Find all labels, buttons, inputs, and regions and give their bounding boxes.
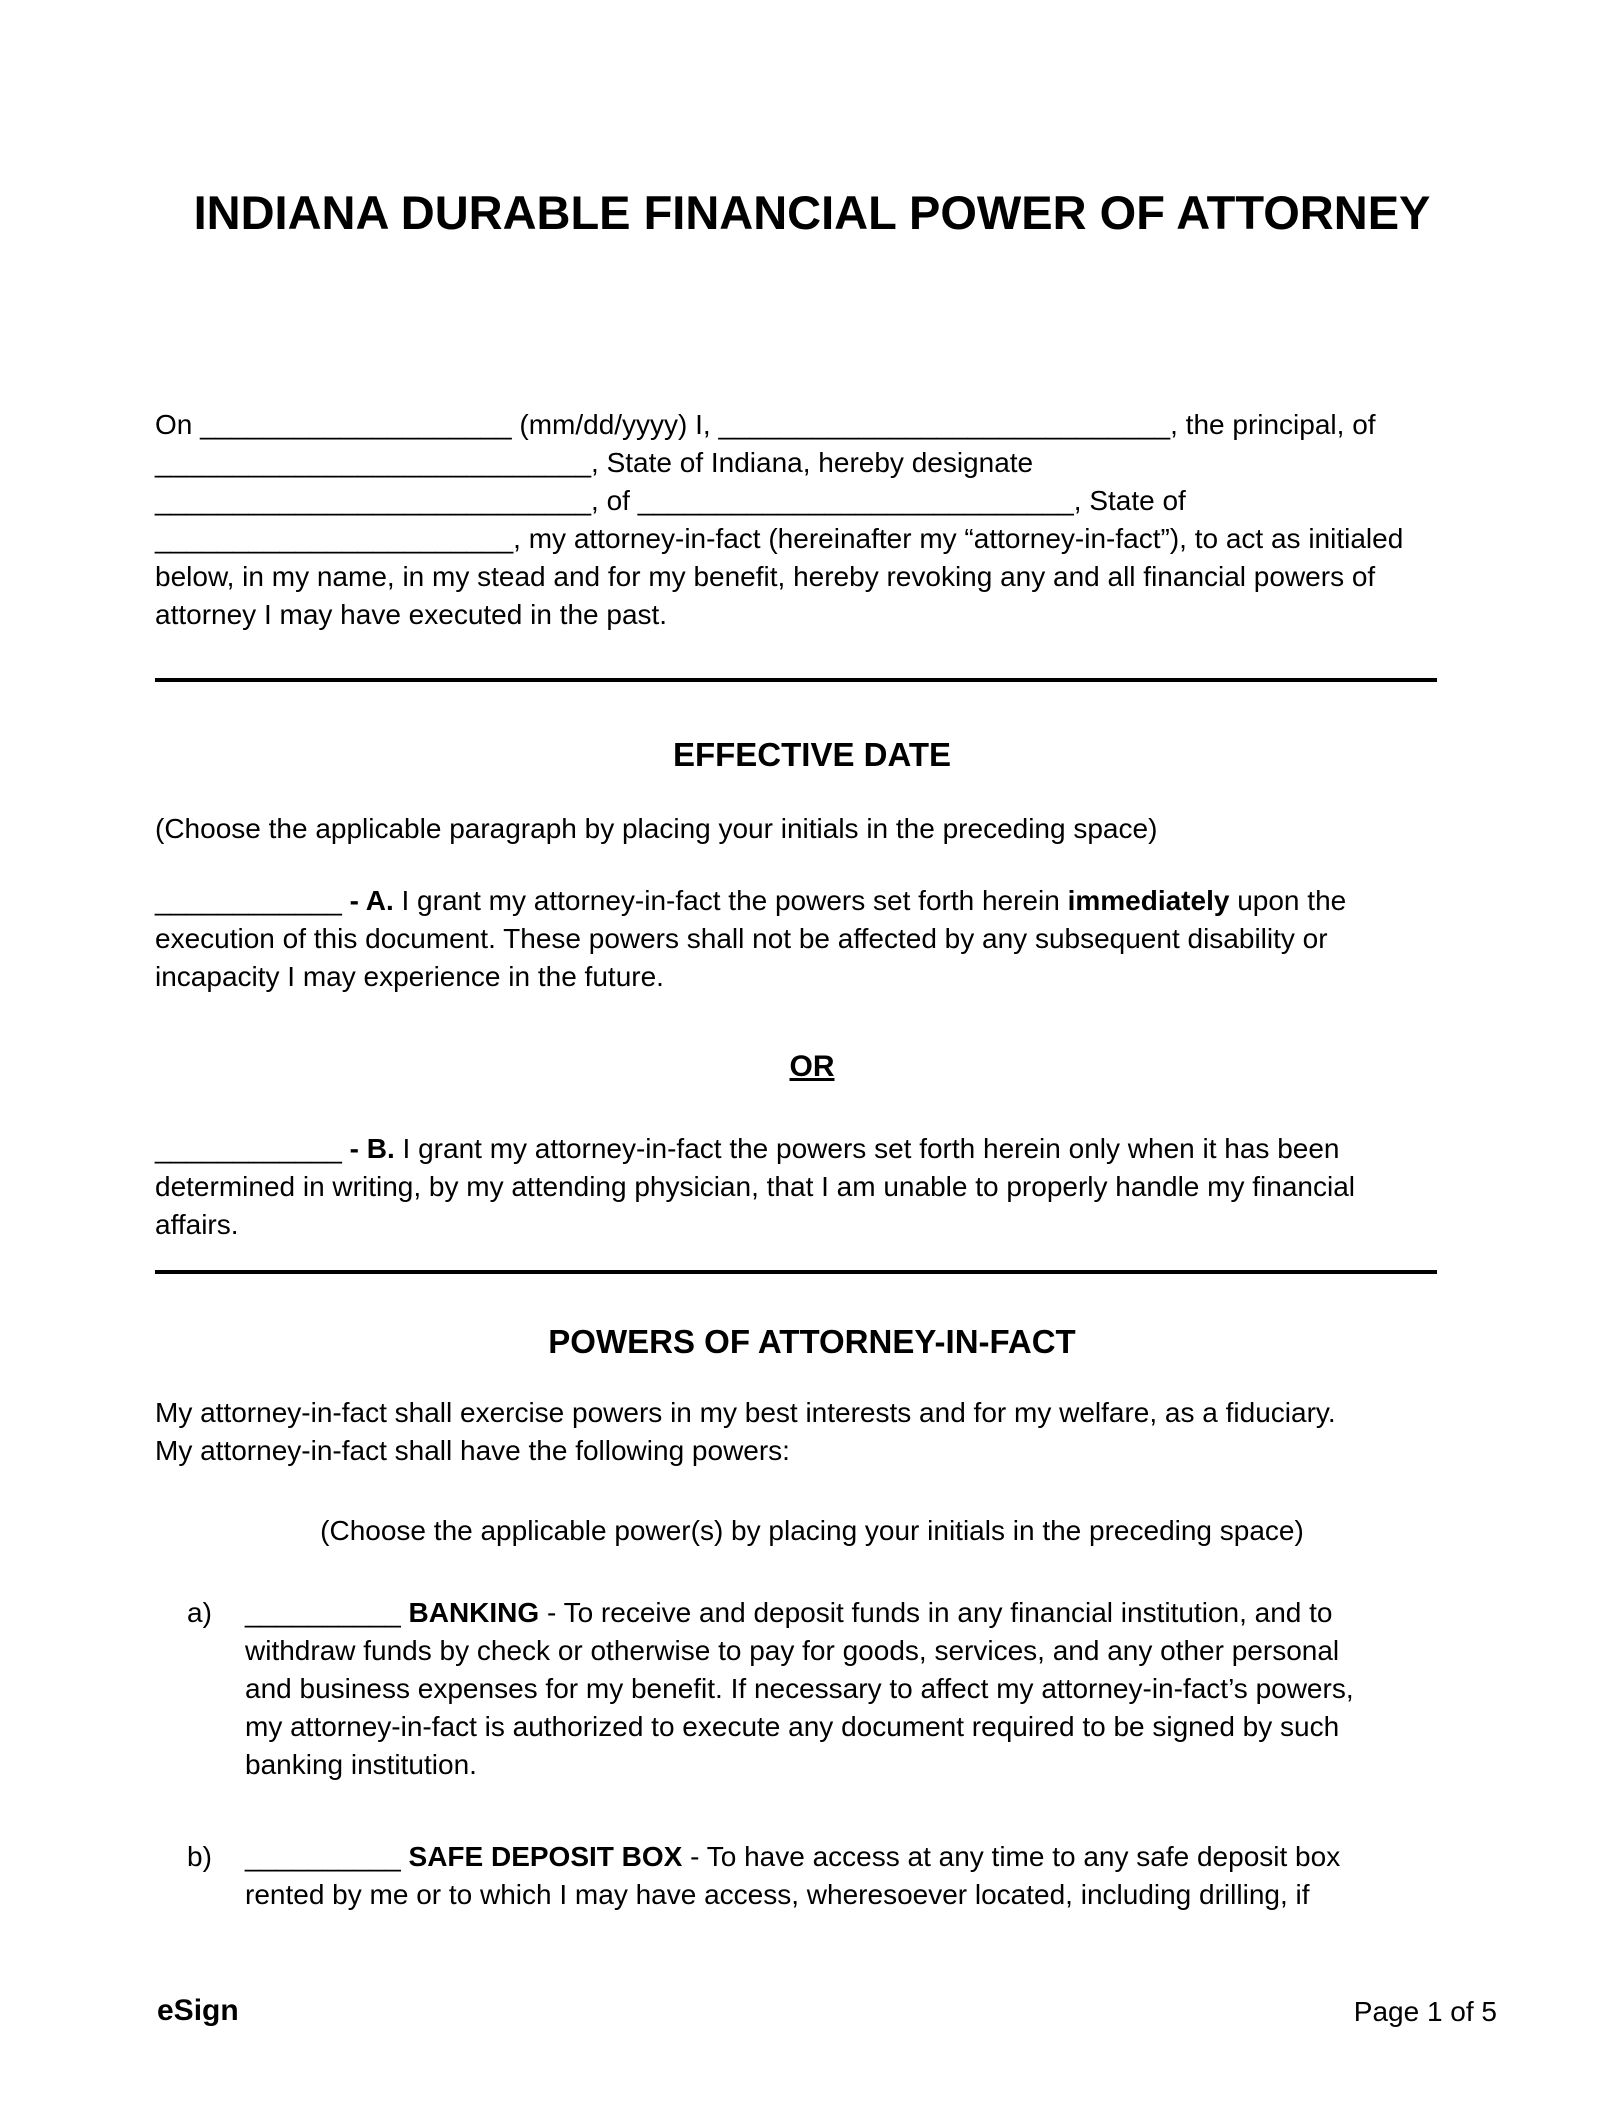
or-separator	[0, 1048, 1624, 1086]
item-b-text: - To have access at any time to any safe deposit box rented by me or to which I may have access, wheresoever located, including drilling, if	[245, 1841, 1341, 1910]
option-a-text-post: upon the execution of this document. These powers shall not be affected by any subsequent disability or incapacity I may experience in the future.	[155, 885, 1347, 992]
agent-name-blank[interactable]: ____________________________	[155, 485, 592, 516]
item-a-body	[245, 1594, 1365, 1784]
item-a-initials-blank[interactable]: __________	[245, 1597, 409, 1628]
option-b-initials-blank[interactable]: ____________	[155, 1133, 342, 1164]
intro-on: On	[155, 409, 201, 440]
principal-city-blank[interactable]: ____________________________	[155, 447, 592, 478]
option-a-bold-word: immediately	[1067, 885, 1230, 916]
intro-of: , of	[591, 485, 638, 516]
item-b-initials-blank[interactable]: __________	[245, 1841, 409, 1872]
intro-after-principal: , the principal, of	[1170, 409, 1376, 440]
powers-intro-line1: My attorney-in-fact shall exercise powers in my best interests and for my welfare, as a fiduciary.	[155, 1397, 1336, 1428]
page-title: INDIANA DURABLE FINANCIAL POWER OF ATTORNEY	[193, 186, 1431, 239]
date-blank[interactable]: ____________________	[200, 409, 512, 440]
option-b-text: I grant my attorney-in-fact the powers set forth herein only when it has been determined in writing, by my attending physician, that I am unable to properly handle my financial affairs.	[155, 1133, 1355, 1240]
item-a-title: BANKING	[408, 1597, 540, 1628]
powers-instruction: (Choose the applicable power(s) by placing your initials in the preceding space)	[320, 1515, 1304, 1546]
power-item-banking	[155, 1594, 1437, 1784]
agent-state-blank[interactable]: _______________________	[155, 523, 514, 554]
intro-closing: , my attorney-in-fact (hereinafter my “attorney-in-fact”), to act as initialed below, in my name, in my stead and for my benefit, hereby revoking any and all financial powers of attorney I may have executed in the past.	[155, 523, 1404, 630]
item-b-label: b)	[187, 1841, 212, 1872]
option-a-text-pre: I grant my attorney-in-fact the powers set forth herein	[393, 885, 1068, 916]
section-divider	[155, 1270, 1437, 1274]
agent-city-blank[interactable]: ____________________________	[637, 485, 1074, 516]
or-separator-text: OR	[789, 1050, 835, 1083]
effective-date-instruction: (Choose the applicable paragraph by placing your initials in the preceding space)	[155, 813, 1158, 844]
option-b-label: - B.	[341, 1133, 395, 1164]
esign-logo: eSign	[157, 1994, 239, 2027]
powers-intro	[155, 1394, 1437, 1470]
option-b-paragraph	[155, 1130, 1437, 1244]
intro-state-of: , State of	[1073, 485, 1186, 516]
item-a-text: - To receive and deposit funds in any financial institution, and to withdraw funds by check or otherwise to pay for goods, services, and any other personal and business expenses for my benefit. If necessary to affect my attorney-in-fact’s powers, my attorney-in-fact is authorized to execute any document required to be signed by such banking institution.	[245, 1597, 1354, 1780]
powers-heading: POWERS OF ATTORNEY-IN-FACT	[548, 1323, 1076, 1360]
item-b-body	[245, 1838, 1365, 1914]
section-divider	[155, 678, 1437, 682]
option-a-paragraph	[155, 882, 1437, 996]
effective-date-heading: EFFECTIVE DATE	[672, 736, 952, 773]
intro-paragraph	[155, 406, 1437, 634]
power-item-safe-deposit-box	[155, 1838, 1437, 1914]
page-number: Page 1 of 5	[1353, 1996, 1497, 2027]
powers-intro-line2: My attorney-in-fact shall have the following powers:	[155, 1435, 790, 1466]
intro-after-date: (mm/dd/yyyy) I,	[511, 409, 719, 440]
item-b-title: SAFE DEPOSIT BOX	[408, 1841, 683, 1872]
intro-after-city: , State of Indiana, hereby designate	[591, 447, 1034, 478]
option-a-label: - A.	[341, 885, 394, 916]
item-a-label: a)	[187, 1597, 212, 1628]
option-a-initials-blank[interactable]: ____________	[155, 885, 342, 916]
principal-name-blank[interactable]: _____________________________	[718, 409, 1171, 440]
